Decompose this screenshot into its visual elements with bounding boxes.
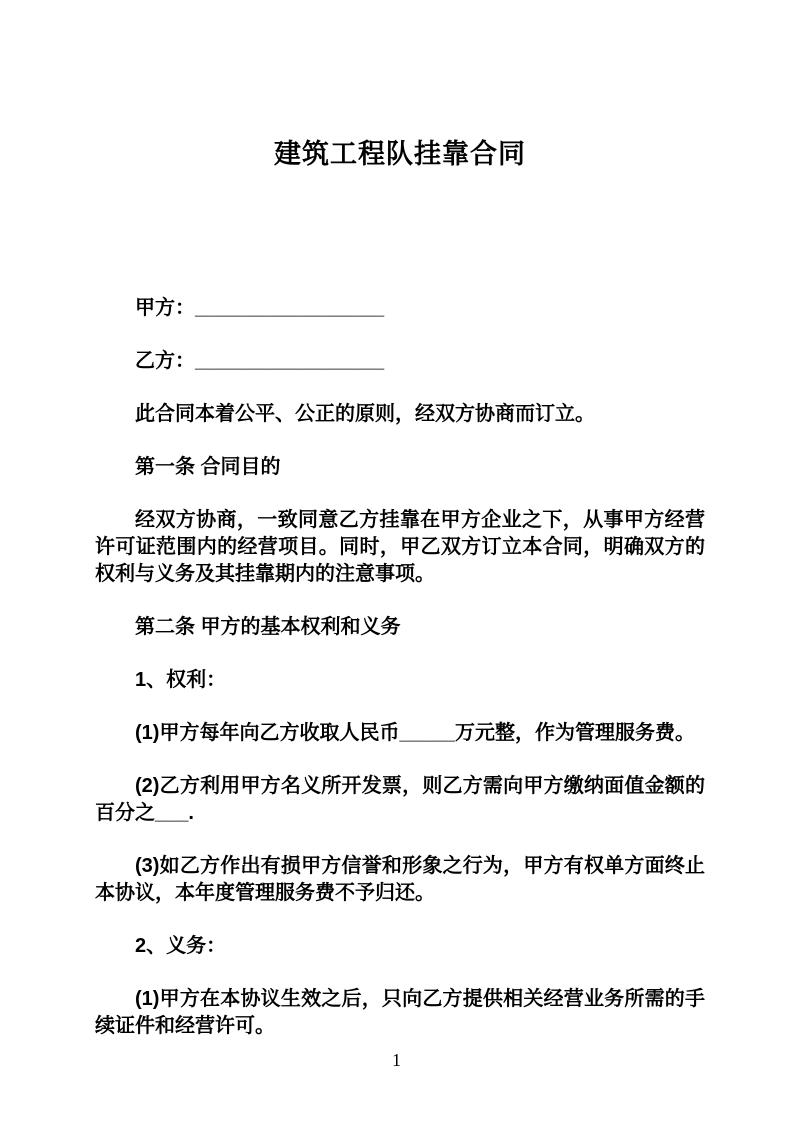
party-b-blank: _________________ [195, 350, 385, 372]
duties-item-1: (1)甲方在本协议生效之后，只向乙方提供相关经营业务所需的手续证件和经营许可。 [95, 988, 705, 1037]
document-title: 建筑工程队挂靠合同 [274, 139, 526, 169]
party-b-label: 乙方： [135, 350, 195, 372]
duties-heading: 2、义务： [135, 935, 227, 957]
preamble-paragraph: 此合同本着公平、公正的原则，经双方协商而订立。 [135, 403, 595, 425]
rights-item-3: (3)如乙方作出有损甲方信誉和形象之行为，甲方有权单方面终止本协议，本年度管理服务费不予归还。 [95, 855, 705, 904]
party-a-blank: _________________ [195, 297, 385, 319]
party-a-label: 甲方： [135, 297, 195, 319]
rights-item-2: (2)乙方利用甲方名义所开发票，则乙方需向甲方缴纳面值金额的百分之___. [95, 775, 705, 824]
article-1-heading: 第一条 合同目的 [135, 456, 281, 478]
rights-heading: 1、权利： [135, 669, 227, 691]
party-b-line [95, 348, 705, 375]
rights-item-1: (1)甲方每年向乙方收取人民币_____万元整，作为管理服务费。 [135, 722, 696, 744]
document-content [0, 140, 793, 1040]
article-1-body: 经双方协商，一致同意乙方挂靠在甲方企业之下，从事甲方经营许可证范围内的经营项目。同时，甲乙双方订立本合同，明确双方的权利与义务及其挂靠期内的注意事项。 [95, 509, 705, 585]
page-number: 1 [392, 1050, 401, 1070]
party-a-line [95, 295, 705, 322]
article-2-heading: 第二条 甲方的基本权利和义务 [135, 616, 401, 638]
